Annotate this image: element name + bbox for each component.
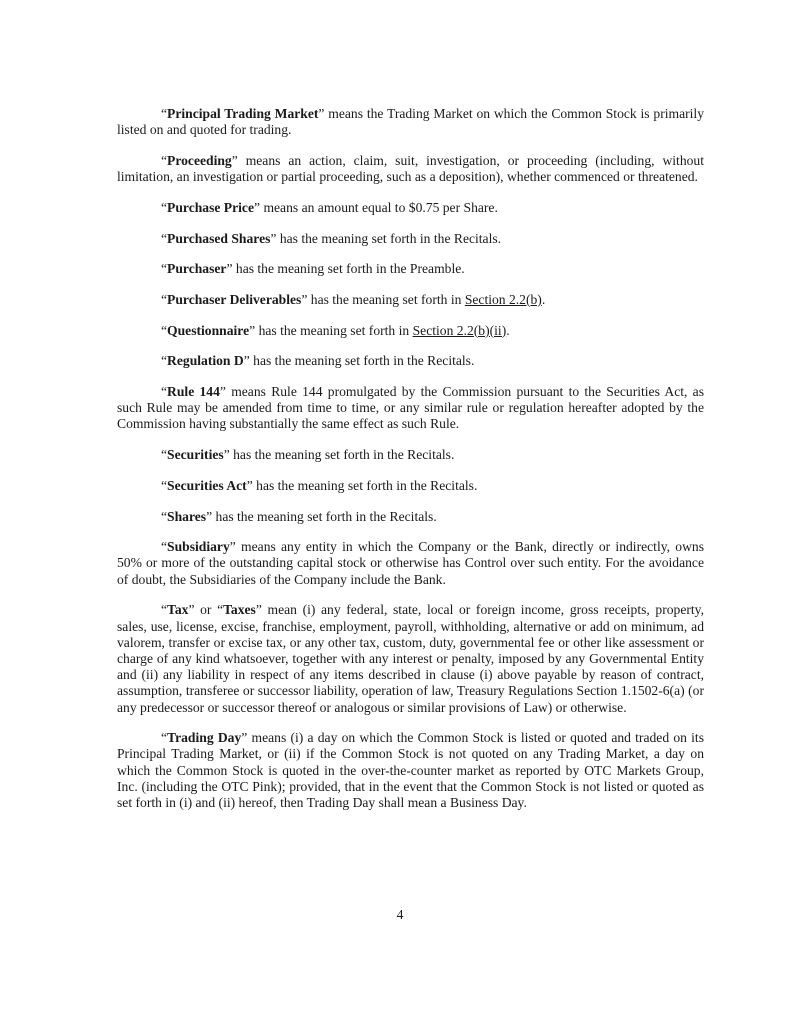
definition-proceeding: “Proceeding” means an action, claim, suit, investigation, or proceeding (including, without limitation, an investigation or partial proceeding, such as a deposition), whether commenced or threatened. (117, 152, 704, 185)
definition-purchaser-deliverables: “Purchaser Deliverables” has the meaning set forth in Section 2.2(b). (161, 291, 546, 307)
defined-term: Securities (167, 447, 224, 463)
definition-purchase-price: “Purchase Price” means an amount equal to $0.75 per Share. (161, 199, 498, 215)
definition-text: means (i) a day on which the Common Stock is listed or quoted and traded on its Principal Trading Market, or (ii) if the Common Stock is not quoted on any Trading Market, a day on which the Common Stock is quoted in the over-the-counter market as reported by OTC Markets Group, Inc. (including the OTC Pink); provided, that in the event that the Common Stock is not listed or quoted as set forth in (i) and (ii) hereof, then Trading Day shall mean a Business Day. (117, 730, 704, 811)
defined-term: Trading Day (167, 730, 242, 746)
definition-text: has the meaning set forth in (258, 322, 410, 338)
document-body (117, 106, 704, 826)
definition-principal-trading-market: “Principal Trading Market” means the Trading Market on which the Common Stock is primarily listed on and quoted for trading. (117, 106, 704, 138)
definition-text: means an action, claim, suit, investigation, or proceeding (including, without limitation, an investigation or partial proceeding, such as a deposition), whether commenced or threatened. (117, 152, 704, 185)
definition-text: means Rule 144 promulgated by the Commission pursuant to the Securities Act, as such Rule may be amended from time to time, or any similar rule or regulation hereafter adopted by the Commission having substantially the same effect as such Rule. (117, 384, 705, 432)
definition-text: mean (i) any federal, state, local or foreign income, gross receipts, property, sales, use, license, excise, franchise, employment, payroll, withholding, alternative or add on minimum, ad valorem, transfer or excise tax, or any other tax, custom, duty, governmental fee or other like assessment or charge of any kind whatsoever, together with any interest or penalty, imposed by any Governmental Entity and (ii) any liability in respect of any items described in clause (i) above payable by reason of contract, assumption, transferee or successor liability, operation of law, Treasury Regulations Section 1.1502-6(a) (or any predecessor or successor thereof or analogous or similar provisions of Law) or otherwise. (117, 602, 704, 715)
definition-text-end: . (506, 322, 510, 338)
definition-purchased-shares: “Purchased Shares” has the meaning set forth in the Recitals. (161, 230, 502, 246)
definition-trading-day: “Trading Day” means (i) a day on which the Common Stock is listed or quoted and traded on its Principal Trading Market, or (ii) if the Common Stock is not quoted on any Trading Market, a day on which the Common Stock is quoted in the over-the-counter market as reported by OTC Markets Group, Inc. (including the OTC Pink); provided, that in the event that the Common Stock is not listed or quoted as set forth in (i) and (ii) hereof, then Trading Day shall mean a Business Day. (117, 730, 704, 811)
definition-questionnaire: “Questionnaire” has the meaning set forth in Section 2.2(b)(ii). (161, 322, 510, 338)
definition-securities-act: “Securities Act” has the meaning set forth in the Recitals. (161, 477, 478, 493)
definition-securities: “Securities” has the meaning set forth in the Recitals. (161, 447, 455, 463)
defined-term: Principal Trading Market (167, 106, 319, 121)
definition-text: means an amount equal to $0.75 per Share. (263, 199, 498, 215)
section-reference: Section 2.2(b) (464, 291, 542, 307)
definition-purchaser: “Purchaser” has the meaning set forth in the Preamble. (161, 261, 465, 277)
defined-term: Purchased Shares (167, 230, 271, 246)
defined-term: Rule 144 (167, 384, 220, 400)
defined-term: Purchaser Deliverables (167, 291, 302, 307)
defined-term: Questionnaire (167, 322, 250, 338)
definition-tax: “Tax” or “Taxes” mean (i) any federal, state, local or foreign income, gross receipts, property, sales, use, license, excise, franchise, employment, payroll, withholding, alternative or add on minimum, ad valorem, transfer or excise tax, or any other tax, custom, duty, governmental fee or other like assessment or charge of any kind whatsoever, together with any interest or penalty, imposed by any Governmental Entity and (ii) any liability in respect of any items described in clause (i) above payable by reason of contract, assumption, transferee or successor liability, operation of law, Treasury Regulations Section 1.1502-6(a) (or any predecessor or successor thereof or analogous or similar provisions of Law) or otherwise. (117, 602, 704, 715)
defined-term: Regulation D (167, 353, 244, 369)
definition-text-end: . (541, 291, 546, 307)
definition-text: means any entity in which the Company or the Bank, directly or indirectly, owns 50% or more of the outstanding capital stock or otherwise has Control over such entity. For the avoidance of doubt, the Subsidiaries of the Company include the Bank. (117, 539, 704, 587)
definition-text: has the meaning set forth in the Recitals. (215, 508, 437, 524)
defined-term: Tax (167, 602, 189, 618)
defined-term: Purchaser (167, 261, 227, 277)
defined-term: Taxes (223, 602, 256, 618)
definition-text: has the meaning set forth in the Preamble. (235, 261, 465, 277)
defined-term: Subsidiary (167, 539, 230, 555)
defined-term: Purchase Price (167, 199, 254, 215)
definition-text: has the meaning set forth in the Recitals. (279, 230, 502, 246)
defined-term: Proceeding (167, 152, 232, 168)
definition-text: means the Trading Market on which the Common Stock is primarily listed on and quoted for trading. (117, 106, 704, 138)
defined-term: Securities Act (167, 477, 247, 493)
definition-shares: “Shares” has the meaning set forth in the Recitals. (161, 508, 437, 524)
term-connector: or (200, 602, 212, 618)
defined-term: Shares (167, 508, 207, 524)
definition-subsidiary: “Subsidiary” means any entity in which the Company or the Bank, directly or indirectly, owns 50% or more of the outstanding capital stock or otherwise has Control over such entity. For the avoidance of doubt, the Subsidiaries of the Company include the Bank. (117, 539, 704, 587)
definition-rule-144: “Rule 144” means Rule 144 promulgated by the Commission pursuant to the Securities Act, as such Rule may be amended from time to time, or any similar rule or regulation hereafter adopted by the Commission having substantially the same effect as such Rule. (117, 384, 705, 432)
page-number: 4 (396, 907, 404, 922)
definition-text: has the meaning set forth in the Recitals. (256, 477, 478, 493)
section-reference: Section 2.2(b)(ii) (412, 322, 507, 338)
definition-regulation-d: “Regulation D” has the meaning set forth in the Recitals. (161, 353, 475, 369)
definition-text: has the meaning set forth in (310, 291, 462, 307)
definition-text: has the meaning set forth in the Recitals. (253, 353, 475, 369)
definition-text: has the meaning set forth in the Recitals. (233, 447, 455, 463)
